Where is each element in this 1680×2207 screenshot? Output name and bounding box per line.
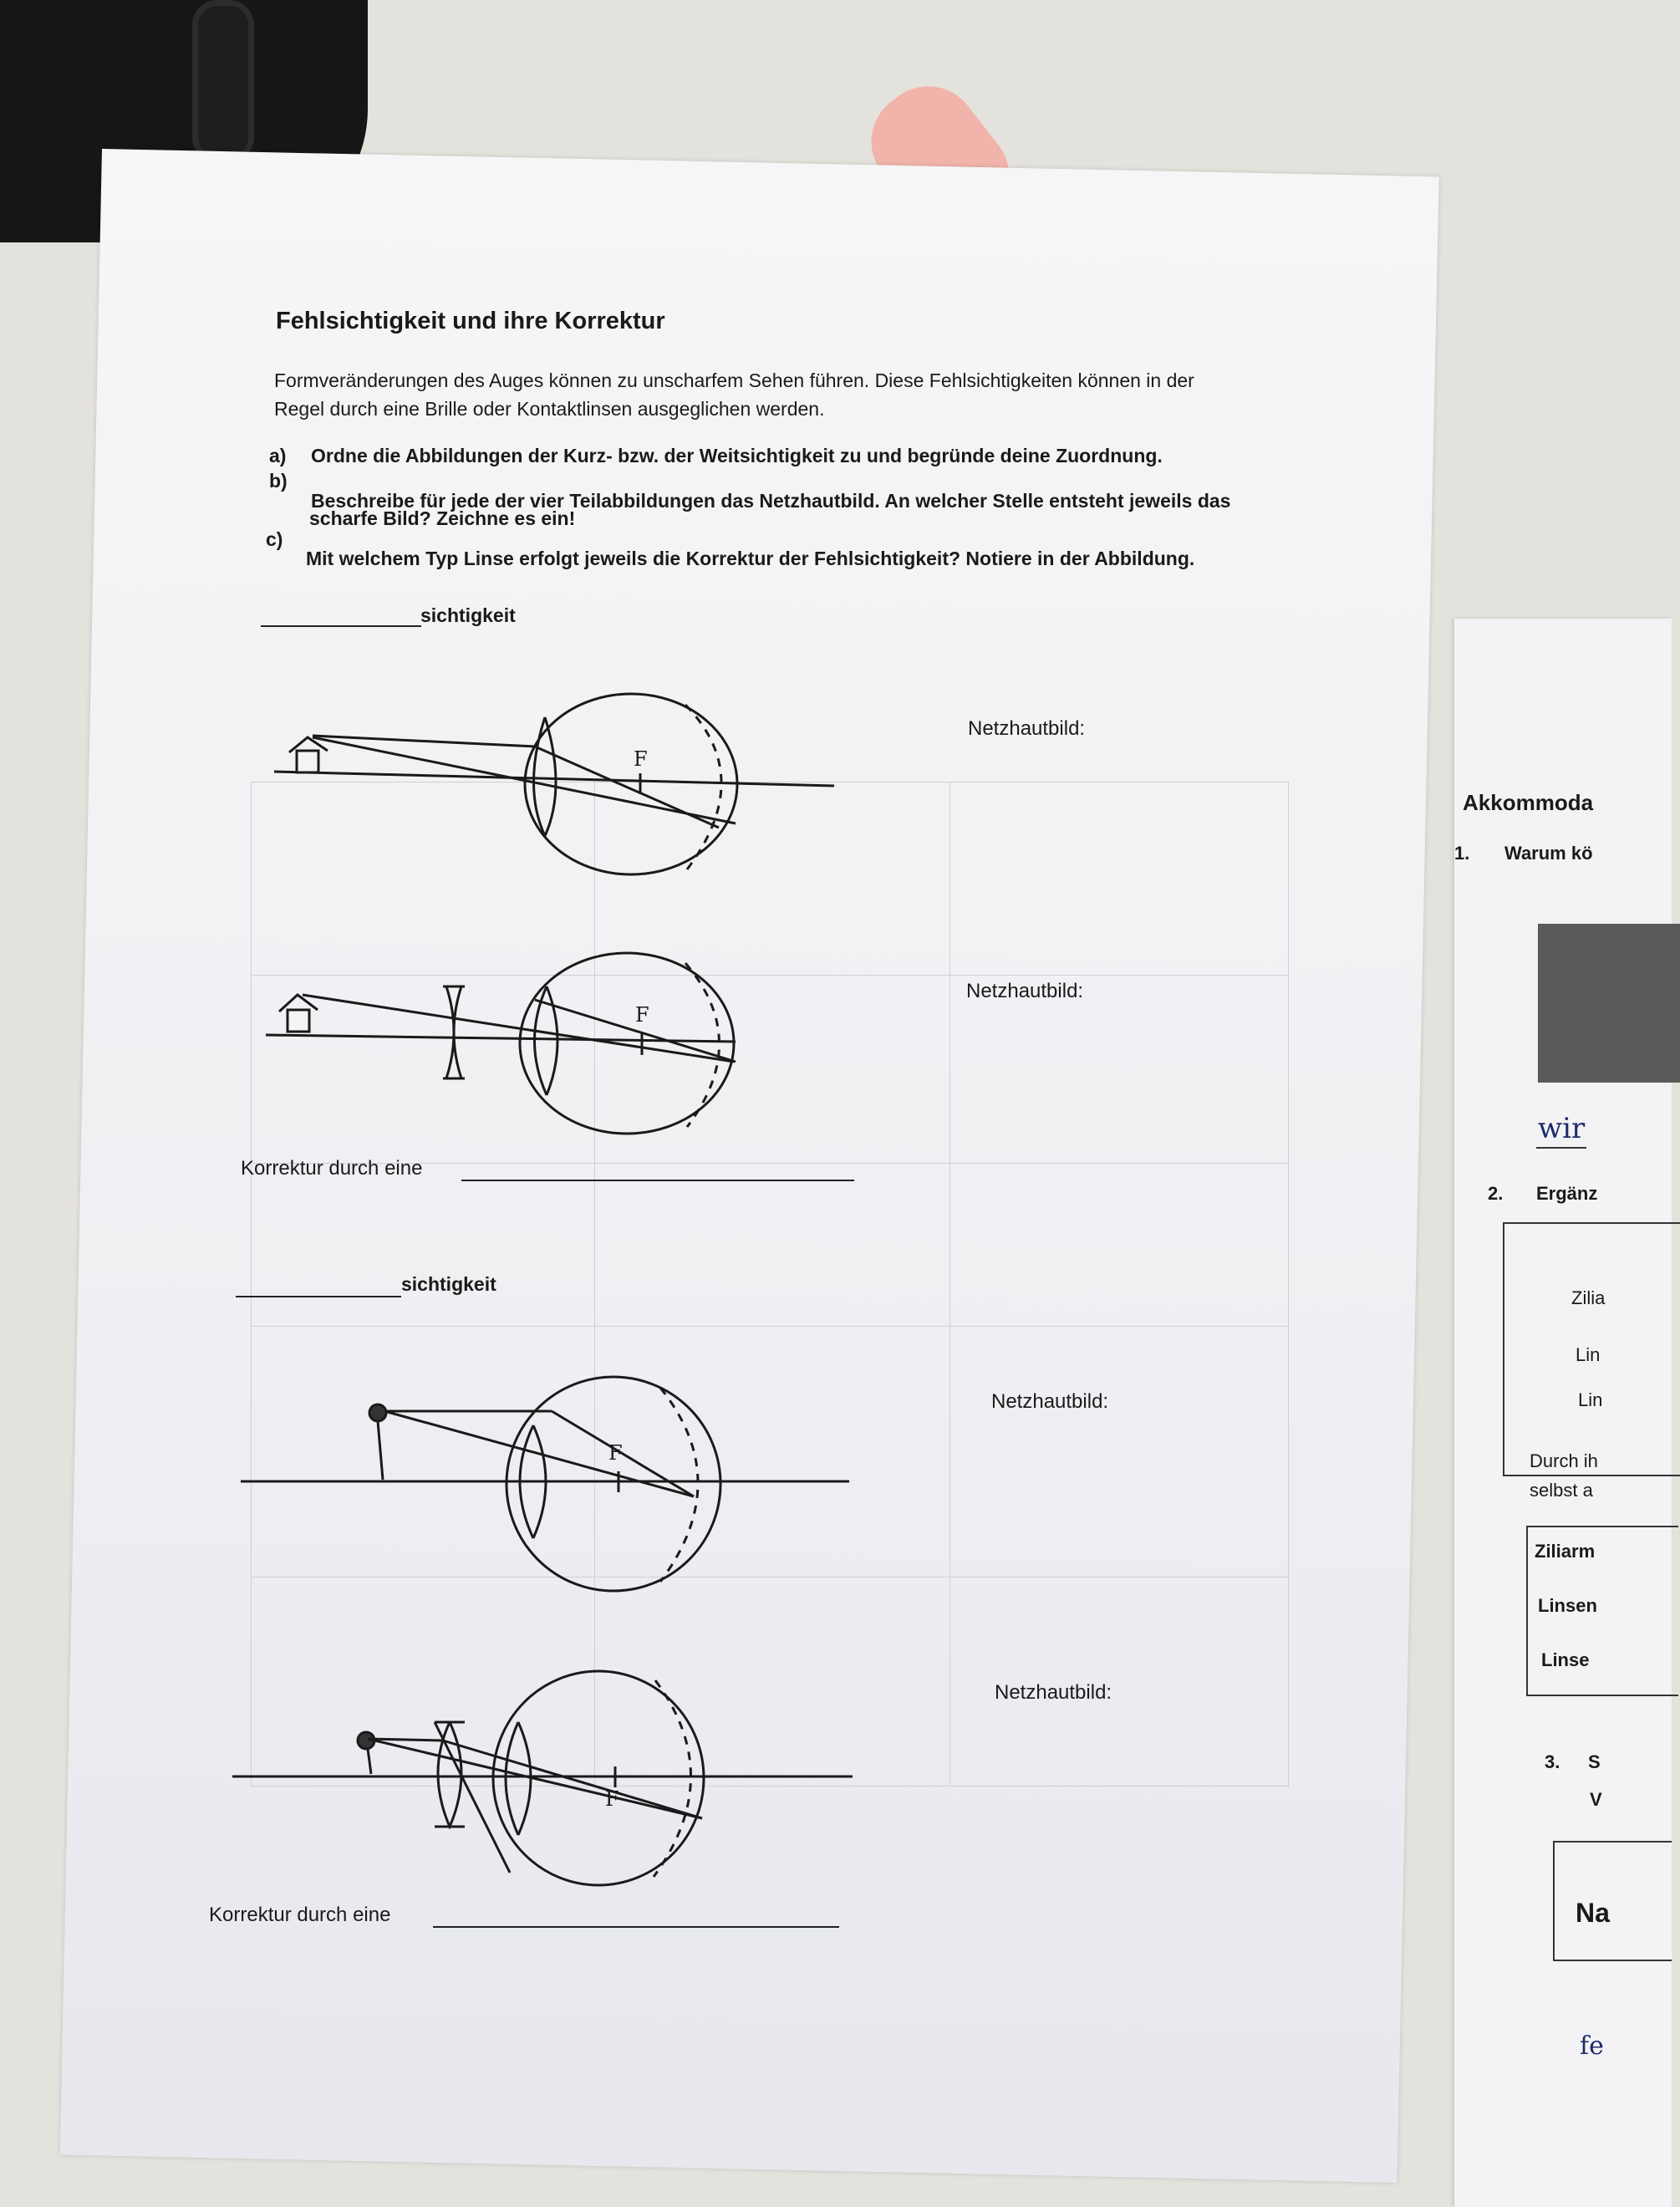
task-b-marker: b) [269, 470, 288, 492]
right-q3-marker: 3. [1545, 1751, 1560, 1772]
task-b-text: Beschreibe für jede der vier Teilabbildungen das Netzhautbild. An welcher Stelle entsteht jeweils das [311, 490, 1231, 512]
right-box-text: Na [1576, 1898, 1610, 1928]
eye-diagram-2 [266, 953, 736, 1134]
right-handwriting: wir [1538, 1112, 1586, 1145]
focal-point-label-1: F [634, 747, 648, 771]
netzhautbild-label-4: Netzhautbild: [995, 1681, 1112, 1704]
focal-point-label-2: F [635, 1003, 649, 1027]
section2-blank[interactable] [236, 1296, 401, 1297]
focal-point-label-4: F [605, 1787, 619, 1811]
korrektur-label-1: Korrektur durch eine [241, 1157, 423, 1180]
right-row-2: Linsen [1538, 1595, 1597, 1616]
right-durch-2: selbst a [1530, 1480, 1593, 1501]
right-cell-2: Lin [1576, 1344, 1601, 1365]
right-cell-3: Lin [1578, 1389, 1603, 1410]
netzhautbild-label-2: Netzhautbild: [966, 980, 1084, 1002]
focal-point-label-3: F [608, 1441, 623, 1465]
task-a-marker: a) [269, 445, 287, 466]
section1-label: sichtigkeit [420, 604, 516, 626]
task-b-text2: scharfe Bild? Zeichne es ein! [309, 507, 576, 529]
worksheet-title: Fehlsichtigkeit und ihre Korrektur [276, 308, 665, 334]
right-q2-text: Ergänz [1536, 1183, 1598, 1204]
intro-line-2: Regel durch eine Brille oder Kontaktlinsen ausgeglichen werden. [274, 398, 825, 420]
task-c-text: Mit welchem Typ Linse erfolgt jeweils die Korrektur der Fehlsichtigkeit? Notiere in der Abbildung. [306, 548, 1195, 569]
right-row-3: Linse [1541, 1649, 1590, 1670]
right-row-1: Ziliarm [1535, 1541, 1596, 1562]
section2-label: sichtigkeit [401, 1273, 496, 1295]
korrektur-label-2: Korrektur durch eine [209, 1904, 391, 1926]
korrektur-blank-2[interactable] [433, 1926, 839, 1928]
task-a-text: Ordne die Abbildungen der Kurz- bzw. der Weitsichtigkeit zu und begründe deine Zuordnung. [311, 445, 1163, 466]
right-heading: Akkommoda [1463, 790, 1594, 815]
eye-diagram-4 [232, 1671, 853, 1885]
task-c-marker: c) [266, 528, 283, 550]
right-q3-text: S [1588, 1751, 1601, 1772]
right-q3-text2: V [1590, 1789, 1602, 1810]
right-durch-1: Durch ih [1530, 1450, 1598, 1471]
eye-diagram-3 [241, 1377, 849, 1591]
right-q2-marker: 2. [1488, 1183, 1504, 1204]
korrektur-blank-1[interactable] [461, 1180, 854, 1181]
right-cell-1: Zilia [1571, 1287, 1606, 1308]
intro-line-1: Formveränderungen des Auges können zu unscharfem Sehen führen. Diese Fehlsichtigkeiten können in der [274, 370, 1194, 391]
netzhautbild-label-1: Netzhautbild: [968, 717, 1086, 740]
right-q1-marker: 1. [1454, 843, 1470, 864]
eye-diagram-1 [274, 694, 834, 874]
right-handwriting-2: fe [1580, 2031, 1604, 2061]
right-q1-text: Warum kö [1504, 843, 1593, 864]
netzhautbild-label-3: Netzhautbild: [991, 1390, 1109, 1413]
